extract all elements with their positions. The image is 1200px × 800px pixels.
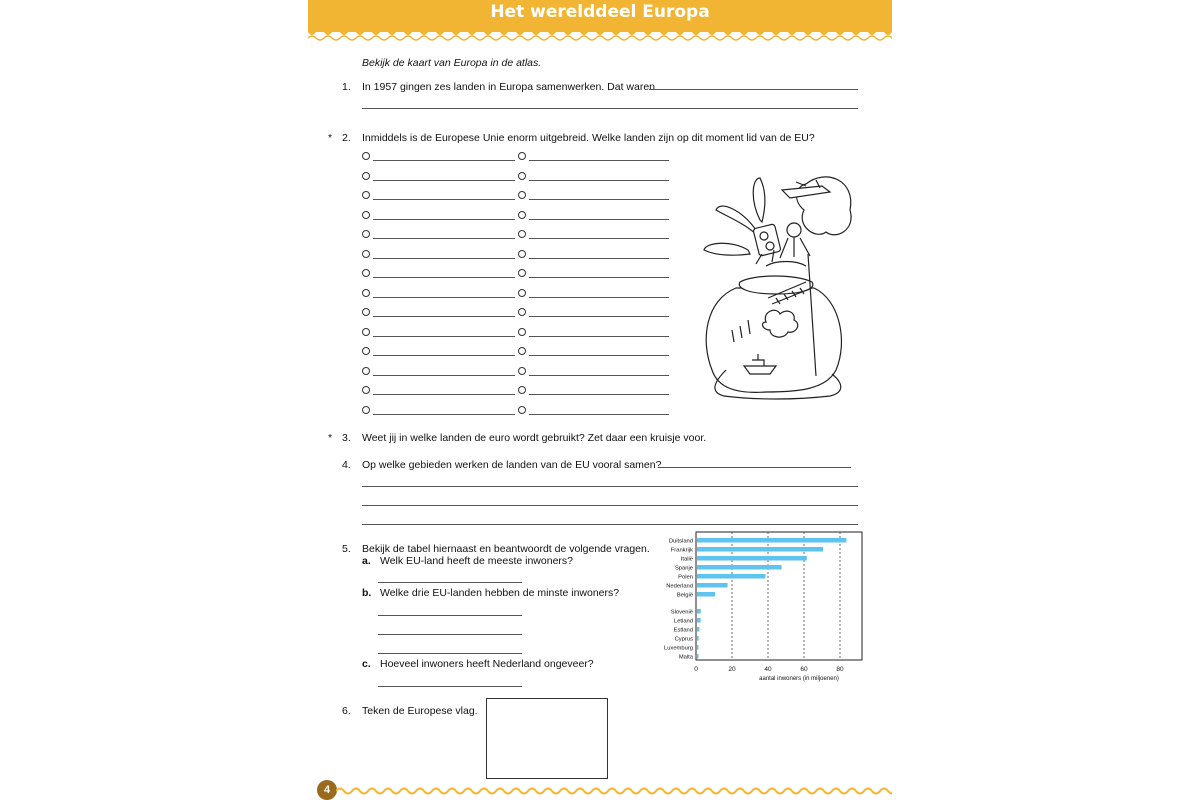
q3-text: Weet jij in welke landen de euro wordt gebruikt? Zet daar een kruisje voor. xyxy=(362,432,707,444)
q2-checkbox[interactable] xyxy=(518,269,526,277)
bar xyxy=(697,547,823,552)
flag-drawing-box[interactable] xyxy=(486,698,608,779)
q2-checkbox[interactable] xyxy=(362,406,370,414)
q2-checkbox[interactable] xyxy=(518,367,526,375)
category-label: Italië xyxy=(680,556,693,563)
q2-checkbox[interactable] xyxy=(518,152,526,160)
q2-answer-line[interactable] xyxy=(529,199,669,200)
q2-checkbox[interactable] xyxy=(518,211,526,219)
population-chart xyxy=(662,531,874,687)
q6-text: Teken de Europese vlag. xyxy=(362,705,478,717)
q2-answer-line[interactable] xyxy=(529,238,669,239)
q2-answer-line[interactable] xyxy=(529,277,669,278)
q4-text: Op welke gebieden werken de landen van de EU vooral samen? xyxy=(362,459,662,471)
q2-answer-line[interactable] xyxy=(373,375,515,376)
q1-answer-line-2[interactable] xyxy=(362,108,858,109)
q2-checkbox[interactable] xyxy=(362,328,370,336)
q5b-label: b. xyxy=(362,587,372,599)
q2-answer-line[interactable] xyxy=(373,180,515,181)
category-label: Frankrijk xyxy=(670,547,693,554)
q5b-answer-line-2[interactable] xyxy=(378,634,522,635)
category-label: Duitsland xyxy=(668,538,693,545)
q2-answer-line[interactable] xyxy=(529,180,669,181)
x-axis-label: aantal inwoners (in miljoenen) xyxy=(759,676,839,682)
q5b-answer-line-1[interactable] xyxy=(378,615,522,616)
category-label: Malta xyxy=(678,654,693,661)
q2-checkbox[interactable] xyxy=(362,367,370,375)
europe-sack-illustration xyxy=(696,170,856,402)
q2-number: 2. xyxy=(342,132,351,144)
category-label: Nederland xyxy=(666,583,693,590)
bar xyxy=(697,645,699,650)
q2-answer-line[interactable] xyxy=(373,238,515,239)
bar xyxy=(697,592,715,597)
q5c-answer-line[interactable] xyxy=(378,686,522,687)
q2-answer-line[interactable] xyxy=(529,219,669,220)
x-tick-label: 40 xyxy=(764,666,772,673)
category-label: België xyxy=(676,592,693,599)
bar xyxy=(697,627,699,632)
q2-checkbox[interactable] xyxy=(518,191,526,199)
q5a-text: Welk EU-land heeft de meeste inwoners? xyxy=(380,555,573,567)
q4-number: 4. xyxy=(342,459,351,471)
bar xyxy=(697,538,846,543)
q3-number: 3. xyxy=(342,432,351,444)
q6-number: 6. xyxy=(342,705,351,717)
q1-number: 1. xyxy=(342,81,351,93)
category-label: Estland xyxy=(673,627,693,634)
bar xyxy=(697,574,765,579)
q2-checkbox[interactable] xyxy=(362,289,370,297)
q2-answer-line[interactable] xyxy=(529,394,669,395)
category-label: Cyprus xyxy=(674,636,693,643)
q5a-label: a. xyxy=(362,555,371,567)
q2-checkbox[interactable] xyxy=(518,250,526,258)
intro-text: Bekijk de kaart van Europa in de atlas. xyxy=(362,57,542,69)
q2-checkbox[interactable] xyxy=(362,152,370,160)
category-label: Polen xyxy=(678,574,693,581)
q2-checkbox[interactable] xyxy=(362,172,370,180)
q2-checkbox[interactable] xyxy=(362,211,370,219)
q2-checkbox[interactable] xyxy=(362,386,370,394)
q2-checkbox[interactable] xyxy=(362,347,370,355)
x-tick-label: 0 xyxy=(694,666,698,673)
q2-answer-line[interactable] xyxy=(373,394,515,395)
q1-text: In 1957 gingen zes landen in Europa samenwerken. Dat waren xyxy=(362,81,656,93)
q2-checkbox[interactable] xyxy=(518,172,526,180)
q2-answer-line[interactable] xyxy=(529,297,669,298)
bar xyxy=(697,556,807,561)
title-banner xyxy=(308,0,892,32)
q2-answer-line[interactable] xyxy=(373,258,515,259)
q2-answer-line[interactable] xyxy=(529,375,669,376)
q5-text: Bekijk de tabel hiernaast en beantwoordt de volgende vragen. xyxy=(362,543,650,555)
x-tick-label: 20 xyxy=(728,666,736,673)
q2-checkbox[interactable] xyxy=(362,250,370,258)
q2-checkbox[interactable] xyxy=(362,269,370,277)
q2-answer-line[interactable] xyxy=(373,160,515,161)
q5c-text: Hoeveel inwoners heeft Nederland ongeveer? xyxy=(380,658,594,670)
q4-answer-line-4[interactable] xyxy=(362,524,858,525)
bar xyxy=(697,583,728,588)
q4-answer-line-3[interactable] xyxy=(362,505,858,506)
bar xyxy=(697,618,701,623)
q2-checkbox[interactable] xyxy=(362,191,370,199)
q2-checkbox[interactable] xyxy=(518,347,526,355)
q2-answer-line[interactable] xyxy=(373,355,515,356)
q2-answer-line[interactable] xyxy=(373,336,515,337)
q2-answer-line[interactable] xyxy=(529,160,669,161)
q2-star: * xyxy=(328,132,333,144)
q2-answer-line[interactable] xyxy=(529,355,669,356)
bar xyxy=(697,565,782,570)
bar xyxy=(697,654,699,659)
q2-checkbox[interactable] xyxy=(362,230,370,238)
q2-checkbox[interactable] xyxy=(518,230,526,238)
q2-answer-line[interactable] xyxy=(529,336,669,337)
page-number-badge: 4 xyxy=(317,780,337,800)
q2-checkbox[interactable] xyxy=(518,328,526,336)
x-tick-label: 80 xyxy=(836,666,844,673)
q2-checkbox[interactable] xyxy=(518,386,526,394)
worksheet-page xyxy=(308,0,892,800)
q5a-answer-line[interactable] xyxy=(378,582,522,583)
q5-number: 5. xyxy=(342,543,351,555)
q5c-label: c. xyxy=(362,658,371,670)
bar xyxy=(697,636,699,641)
wave-border-bottom xyxy=(336,786,892,796)
q2-answer-line[interactable] xyxy=(373,199,515,200)
q2-answer-line[interactable] xyxy=(529,258,669,259)
q2-answer-line[interactable] xyxy=(373,316,515,317)
q2-answer-line[interactable] xyxy=(529,414,669,415)
q4-answer-line-1[interactable] xyxy=(659,467,851,468)
q2-answer-line[interactable] xyxy=(373,414,515,415)
x-tick-label: 60 xyxy=(800,666,808,673)
q2-answer-line[interactable] xyxy=(373,219,515,220)
q3-star: * xyxy=(328,432,333,444)
q5b-text: Welke drie EU-landen hebben de minste inwoners? xyxy=(380,587,620,599)
category-label: Spanje xyxy=(674,565,693,572)
q4-answer-line-2[interactable] xyxy=(362,486,858,487)
q2-answer-line[interactable] xyxy=(373,297,515,298)
q1-answer-line-1[interactable] xyxy=(649,89,858,90)
wave-border-top xyxy=(308,29,892,41)
q5b-answer-line-3[interactable] xyxy=(378,653,522,654)
category-label: Luxemburg xyxy=(663,645,693,652)
q2-checkbox[interactable] xyxy=(518,289,526,297)
q2-answer-line[interactable] xyxy=(529,316,669,317)
bar xyxy=(697,609,701,614)
q2-checkbox[interactable] xyxy=(518,308,526,316)
q2-checkbox[interactable] xyxy=(362,308,370,316)
page-title: Het werelddeel Europa xyxy=(490,2,710,22)
q2-text: Inmiddels is de Europese Unie enorm uitgebreid. Welke landen zijn op dit moment lid van de EU? xyxy=(362,132,815,144)
q2-checkbox[interactable] xyxy=(518,406,526,414)
population-bar-chart xyxy=(662,531,874,687)
category-label: Slovenië xyxy=(670,609,693,616)
category-label: Letland xyxy=(673,618,693,625)
q2-answer-line[interactable] xyxy=(373,277,515,278)
